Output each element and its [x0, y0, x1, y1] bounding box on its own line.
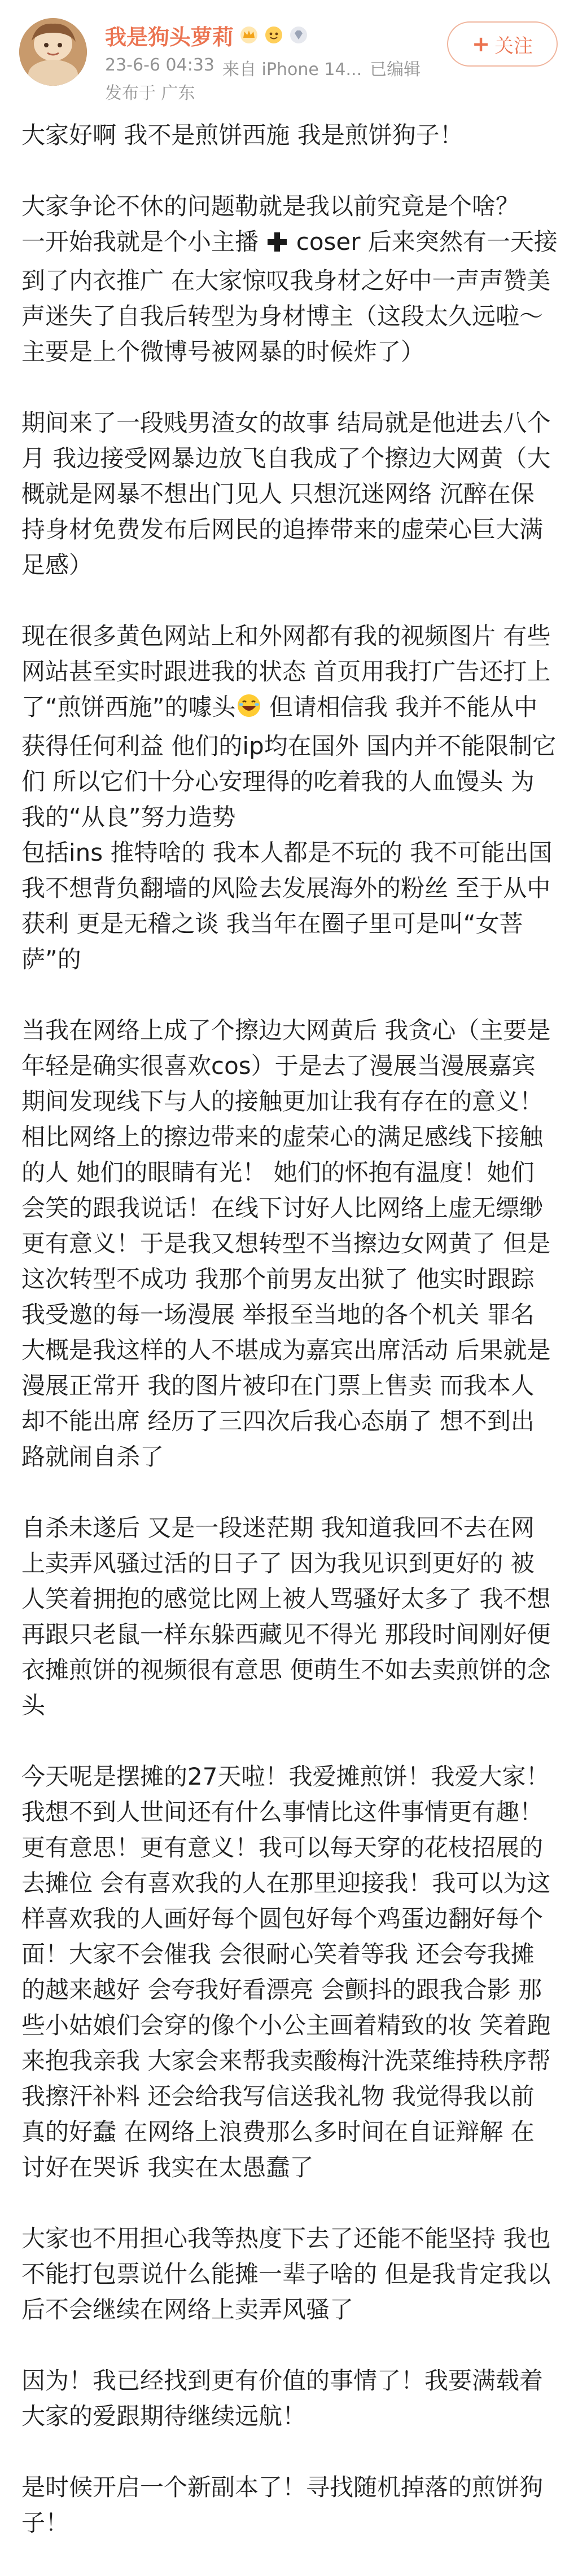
- post-paragraph: 是时候开启一个新副本了！寻找随机掉落的煎饼狗子！: [21, 2473, 544, 2537]
- post-location: 发布于 广东: [105, 83, 195, 103]
- post-text: 大家争论不休的问题勒就是我以前究竟是个啥？ 一开始我就是个小主播: [21, 192, 520, 256]
- edited-label[interactable]: 已编辑: [370, 60, 421, 80]
- crown-badge-icon[interactable]: [239, 25, 259, 45]
- post-text: 但请相信我 我并不能从中获得任何利益 他们的ip均在国外 国内并不能限制它们 所以它们十分心安理得的吃着我的人血馒头 为我的“从良”努力造势: [21, 693, 557, 831]
- user-name[interactable]: 我是狗头萝莉: [105, 24, 234, 50]
- plus-icon: +: [472, 32, 490, 56]
- post-paragraph: 因为！我已经找到更有价值的事情了！我要满载着大家的爱跟期待继续远航！: [21, 2367, 544, 2430]
- post-paragraph: 大家好啊 我不是煎饼西施 我是煎饼狗子！: [21, 121, 463, 149]
- post-header: [0, 0, 578, 113]
- post-paragraph: 当我在网络上成了个擦边大网黄后 我贪心（主要是年轻是确实很喜欢cos）于是去了漫展当漫展嘉宾 期间发现线下与人的接触更加让我有存在的意义！相比网络上的擦边带来的虚荣心的满足感线下接触的人 她们的眼睛有光！ 她们的怀抱有温度！她们会笑的跟我说话！在线下讨好人比网络上虚无缥缈更有意义！于是我又想转型不当擦边女网黄了 但是这次转型不成功 我那个前男友出狱了 他实时跟踪我受邀的每一场漫展 举报至当地的各个机关 罪名大概是我这样的人不堪成为嘉宾出席活动 后果就是漫展正常开 我的图片被印在门票上售卖 而我本人却不能出席 经历了三四次后我心态崩了 想不到出路就闹自杀了: [21, 1016, 551, 1470]
- avatar[interactable]: [19, 18, 87, 86]
- post-text: coser 后来突然有一天接到了内衣推广 在大家惊叹我身材之好中一声声赞美声迷失了自我后转型为身材博主（这段太久远啦～主要是上个微博号被网暴的时候炸了）: [21, 228, 558, 366]
- post-paragraph: 今天呢是摆摊的27天啦！我爱摊煎饼！我爱大家！我想不到人世间还有什么事情比这件事情更有趣！更有意思！更有意义！我可以每天穿的花枝招展的去摊位 会有喜欢我的人在那里迎接我！我可以为这样喜欢我的人画好每个圆包好每个鸡蛋边翻好每个面！大家不会催我 会很耐心笑着等我 还会夸我摊的越来越好 会夸我好看漂亮 会颤抖的跟我合影 那些小姑娘们会穿的像个小公主画着精致的妆 笑着跑来抱我亲我 大家会来帮我卖酸梅汁洗菜维持秩序帮我擦汗补料 还会给我写信送我礼物 我觉得我以前真的好蠢 在网络上浪费那么多时间在自证辩解 在讨好在哭诉 我实在太愚蠢了: [21, 1763, 551, 2181]
- post-paragraph: 自杀未遂后 又是一段迷茫期 我知道我回不去在网上卖弄风骚过活的日子了 因为我见识到更好的 被人笑着拥抱的感觉比网上被人骂骚好太多了 我不想再跟只老鼠一样东躲西藏见不得光 那段时间刚好便衣摊煎饼的视频很有意思 便萌生不如去卖煎饼的念头: [21, 1514, 551, 1719]
- post-date: 23-6-6 04:33: [105, 55, 214, 75]
- post-paragraph: 大家也不用担心我等热度下去了还能不能坚持 我也不能打包票说什么能摊一辈子啥的 但是我肯定我以后不会继续在网络上卖弄风骚了: [21, 2225, 551, 2323]
- post-meta: [105, 55, 421, 80]
- follow-label: 关注: [494, 34, 533, 58]
- heavy-plus-icon: [266, 227, 288, 263]
- avatar-image-icon: [19, 18, 87, 86]
- post-paragraph: [21, 188, 558, 369]
- name-row: [105, 19, 308, 51]
- diamond-badge-icon[interactable]: [289, 25, 308, 45]
- post-source[interactable]: 来自 iPhone 14...: [222, 60, 362, 80]
- post-paragraph: [21, 618, 558, 835]
- post-paragraph: 期间来了一段贱男渣女的故事 结局就是他进去八个月 我边接受网暴边放飞自我成了个擦边大网黄（大概就是网暴不想出门见人 只想沉迷网络 沉醉在保持身材免费发布后网民的追捧带来的虚荣心巨大满足感）: [21, 409, 551, 579]
- post-paragraph: 包括ins 推特啥的 我本人都是不玩的 我不可能出国 我不想背负翻墙的风险去发展海外的粉丝 至于从中获利 更是无稽之谈 我当年在圈子里可是叫“女菩萨”的: [21, 839, 560, 973]
- post-content: [21, 117, 558, 2576]
- follow-button[interactable]: [447, 21, 558, 67]
- post-text: 现在很多黄色网站上和外网都有我的视频图片 有些网站甚至实时跟进我的状态 首页用我打广告还打上了“煎饼西施”的噱头: [21, 622, 551, 721]
- laughing-face-icon: [236, 693, 262, 728]
- face-badge-icon[interactable]: [264, 25, 283, 45]
